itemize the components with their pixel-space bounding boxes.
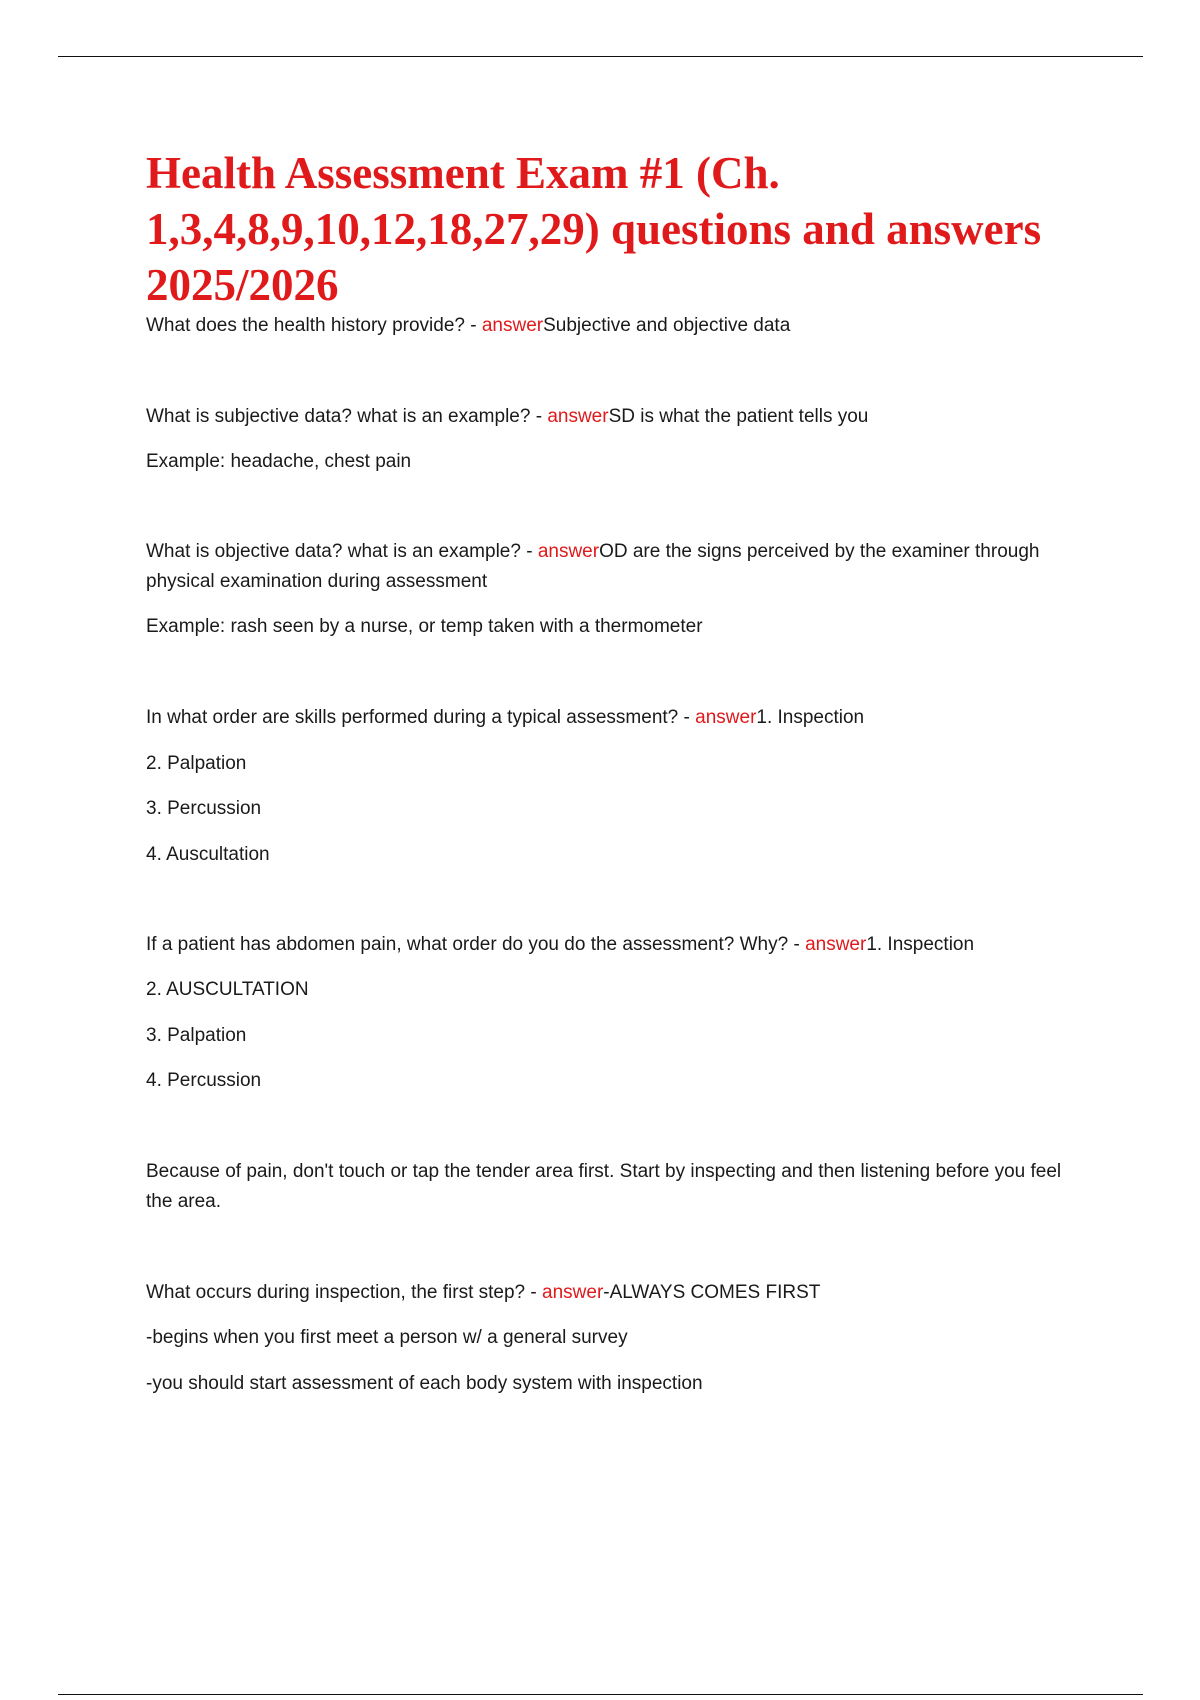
qa-question-6: [146, 1278, 1086, 1308]
answer-line: 2. AUSCULTATION: [146, 979, 309, 1000]
header-rule: [58, 56, 1143, 57]
answer-label: answer: [805, 934, 867, 955]
footer-rule: [58, 1694, 1143, 1695]
answer-label: answer: [547, 406, 609, 427]
answer-label: answer: [537, 541, 600, 562]
answer-line: Example: headache, chest pain: [146, 451, 412, 472]
question-text: What does the health history provide? -: [146, 315, 482, 336]
answer-text: 1. Inspection: [756, 707, 865, 728]
answer-label: answer: [695, 707, 757, 728]
question-text: What occurs during inspection, the first step? -: [146, 1282, 543, 1303]
answer-text: Subjective and objective data: [543, 315, 791, 336]
document-title: Health Assessment Exam #1 (Ch. 1,3,4,8,9,10,12,18,27,29) questions and answers 2025/2026: [146, 148, 1042, 310]
answer-line: 4. Percussion: [146, 1070, 262, 1091]
answer-line: 2. Palpation: [146, 753, 247, 774]
answer-line: 3. Palpation: [146, 1025, 247, 1046]
question-text: What is subjective data? what is an example? -: [146, 406, 548, 427]
answer-text: 1. Inspection: [866, 934, 975, 955]
answer-label: answer: [542, 1282, 604, 1303]
answer-text: SD is what the patient tells you: [608, 406, 869, 427]
answer-line: Example: rash seen by a nurse, or temp taken with a thermometer: [146, 616, 703, 637]
answer-explanation: Because of pain, don't touch or tap the tender area first. Start by inspecting and then listening before you feel the area.: [146, 1161, 1062, 1212]
qa-question-1: [146, 311, 1086, 341]
qa-question-5: [146, 930, 1086, 960]
question-text: What is objective data? what is an example? -: [146, 541, 538, 562]
answer-text: -ALWAYS COMES FIRST: [603, 1282, 821, 1303]
qa-question-2: [146, 402, 1086, 432]
answer-line: -begins when you first meet a person w/ a general survey: [146, 1327, 628, 1348]
answer-line: 4. Auscultation: [146, 844, 270, 865]
answer-text: OD are the signs perceived by the examiner through physical examination during assessment: [146, 541, 1040, 592]
qa-question-4: [146, 703, 1086, 733]
question-text: In what order are skills performed during a typical assessment? -: [146, 707, 696, 728]
answer-line: -you should start assessment of each body system with inspection: [146, 1373, 703, 1394]
question-text: If a patient has abdomen pain, what order do you do the assessment? Why? -: [146, 934, 806, 955]
answer-line: 3. Percussion: [146, 798, 262, 819]
qa-question-3: [146, 537, 1086, 597]
answer-label: answer: [481, 315, 544, 336]
